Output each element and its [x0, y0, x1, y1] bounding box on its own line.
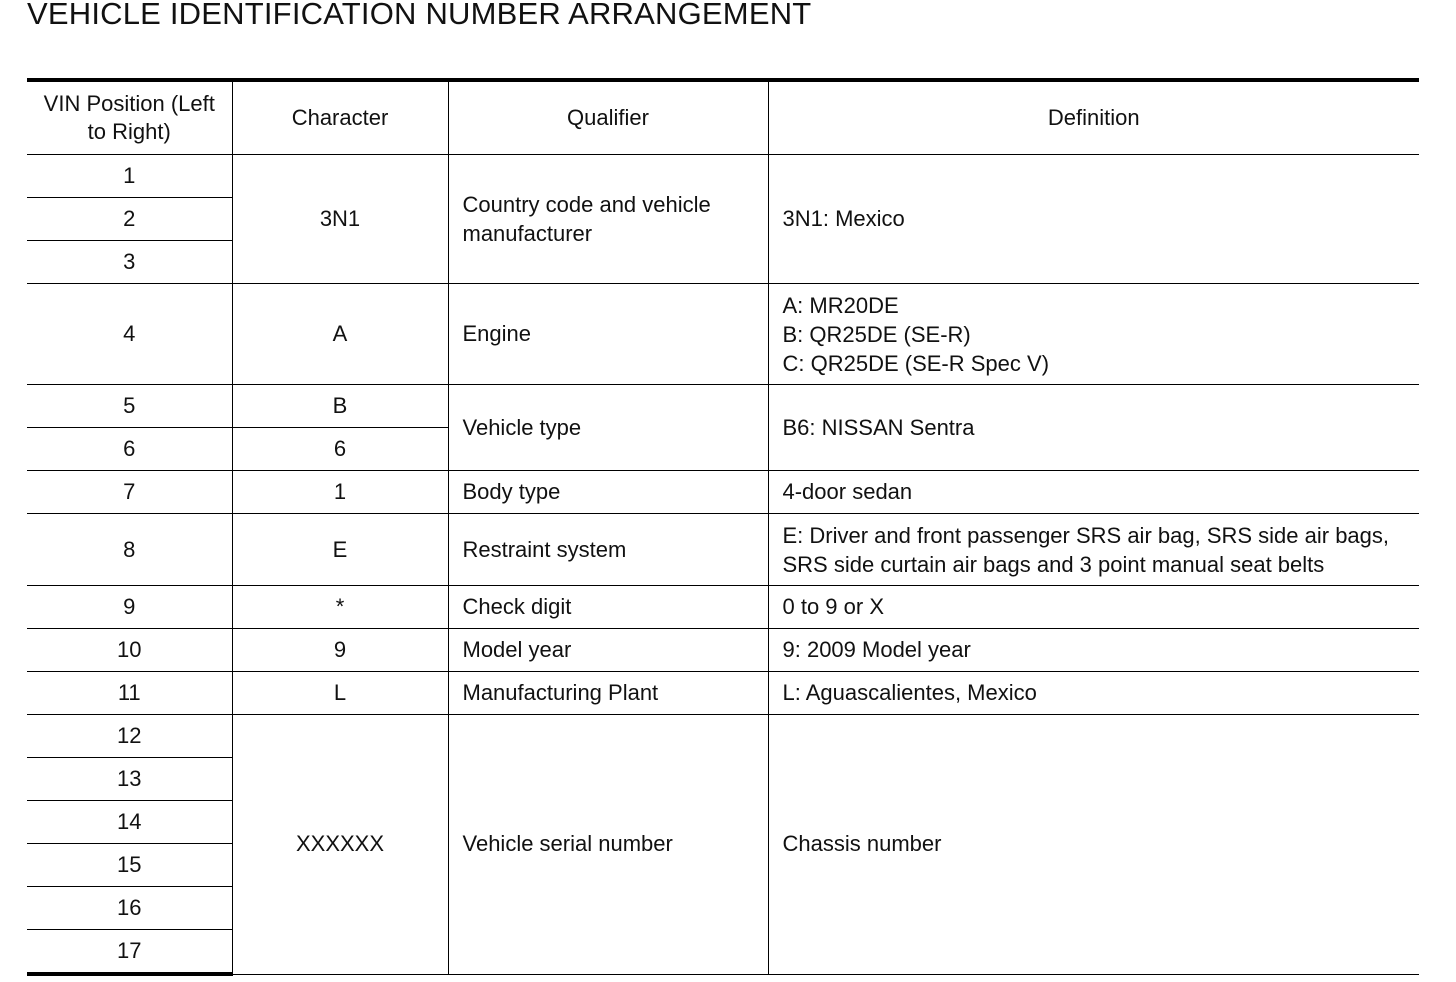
table-row: [27, 672, 1419, 715]
definition-line: A: MR20DE: [782, 292, 899, 318]
table-row: [27, 586, 1419, 629]
position-cell: 2: [27, 198, 232, 241]
character-cell: 3N1: [232, 155, 448, 284]
position-cell: 16: [27, 887, 232, 930]
table-row: [27, 385, 1419, 428]
definition-cell: Chassis number: [768, 715, 1419, 975]
character-cell: B: [232, 385, 448, 428]
definition-line: B: QR25DE (SE-R): [782, 321, 971, 347]
definition-cell: 3N1: Mexico: [768, 155, 1419, 284]
position-cell: 15: [27, 844, 232, 887]
position-cell: 17: [27, 930, 232, 975]
position-cell: 3: [27, 241, 232, 284]
table-row: [27, 715, 1419, 758]
qualifier-cell: Country code and vehicle manufacturer: [448, 155, 768, 284]
qualifier-cell: Check digit: [448, 586, 768, 629]
character-cell: E: [232, 514, 448, 586]
definition-cell: 0 to 9 or X: [768, 586, 1419, 629]
definition-cell: [768, 284, 1419, 385]
position-cell: 9: [27, 586, 232, 629]
qualifier-cell: Vehicle serial number: [448, 715, 768, 975]
table-row: [27, 471, 1419, 514]
qualifier-cell: Restraint system: [448, 514, 768, 586]
character-cell: XXXXXX: [232, 715, 448, 975]
character-cell: L: [232, 672, 448, 715]
position-cell: 5: [27, 385, 232, 428]
definition-cell: 4-door sedan: [768, 471, 1419, 514]
header-qualifier: Qualifier: [448, 80, 768, 155]
definition-cell: E: Driver and front passenger SRS air bag, SRS side air bags, SRS side curtain air bags and 3 point manual seat belts: [768, 514, 1419, 586]
position-cell: 6: [27, 428, 232, 471]
character-cell: 1: [232, 471, 448, 514]
position-cell: 8: [27, 514, 232, 586]
character-cell: 6: [232, 428, 448, 471]
character-cell: 9: [232, 629, 448, 672]
position-cell: 14: [27, 801, 232, 844]
header-position: VIN Position (Left to Right): [27, 80, 232, 155]
position-cell: 7: [27, 471, 232, 514]
page-title: VEHICLE IDENTIFICATION NUMBER ARRANGEMENT: [27, 0, 812, 31]
qualifier-cell: Body type: [448, 471, 768, 514]
header-row: [27, 80, 1419, 155]
table-row: [27, 629, 1419, 672]
position-cell: 12: [27, 715, 232, 758]
position-cell: 11: [27, 672, 232, 715]
qualifier-cell: Vehicle type: [448, 385, 768, 471]
qualifier-cell: Manufacturing Plant: [448, 672, 768, 715]
table-row: [27, 155, 1419, 198]
definition-cell: 9: 2009 Model year: [768, 629, 1419, 672]
definition-line: C: QR25DE (SE-R Spec V): [782, 350, 1050, 376]
definition-cell: L: Aguascalientes, Mexico: [768, 672, 1419, 715]
position-cell: 4: [27, 284, 232, 385]
position-cell: 1: [27, 155, 232, 198]
position-cell: 13: [27, 758, 232, 801]
table-row: [27, 514, 1419, 586]
qualifier-cell: Engine: [448, 284, 768, 385]
vin-table: [27, 78, 1419, 976]
header-character: Character: [232, 80, 448, 155]
table-row: [27, 284, 1419, 385]
position-cell: 10: [27, 629, 232, 672]
definition-cell: B6: NISSAN Sentra: [768, 385, 1419, 471]
header-definition: Definition: [768, 80, 1419, 155]
qualifier-cell: Model year: [448, 629, 768, 672]
character-cell: A: [232, 284, 448, 385]
character-cell: *: [232, 586, 448, 629]
